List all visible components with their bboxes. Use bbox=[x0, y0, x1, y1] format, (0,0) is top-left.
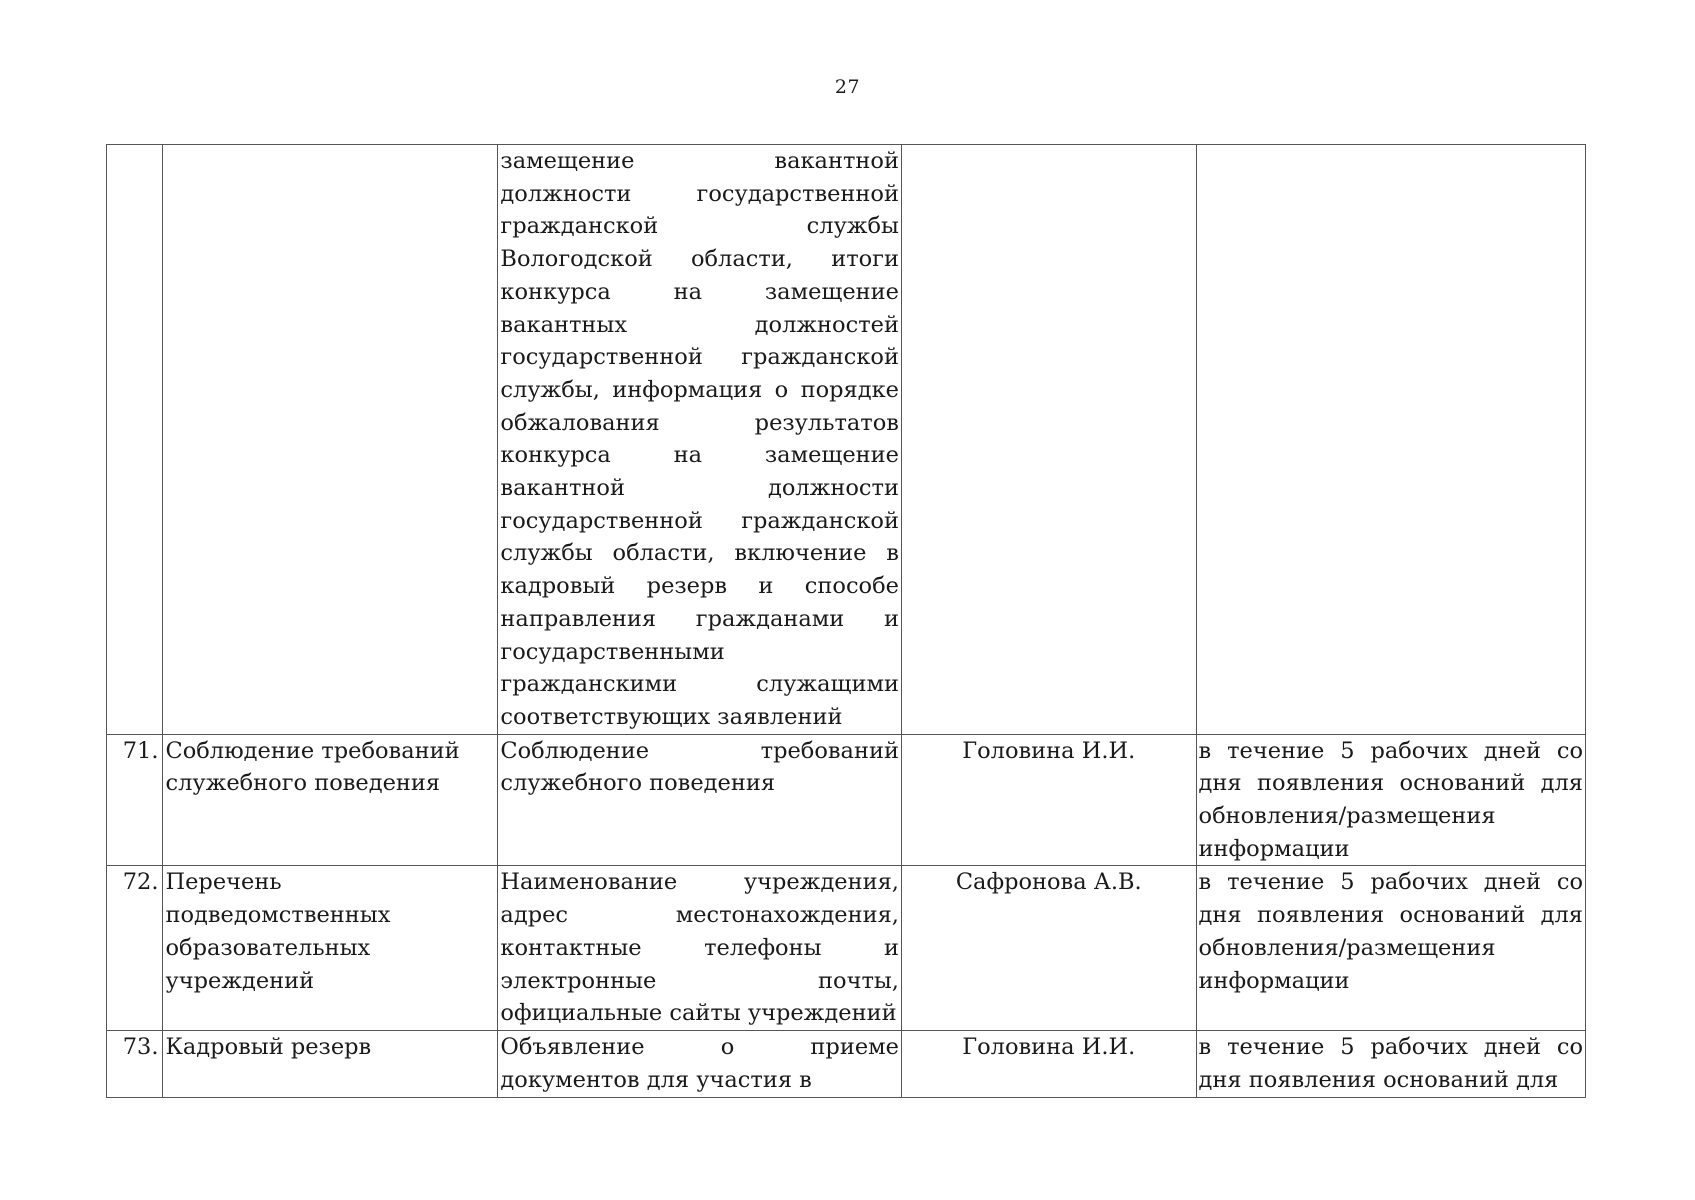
cell-number: 72. bbox=[107, 866, 163, 1031]
cell-section-name bbox=[163, 145, 498, 735]
table-row bbox=[107, 734, 1586, 866]
cell-content: Наименование учреждения, адрес местонахождения, контактные телефоны и электронные почты, официальные сайты учреждений bbox=[498, 866, 902, 1031]
cell-section-name: Перечень подведомственных образовательных учреждений bbox=[163, 866, 498, 1031]
page-number: 27 bbox=[834, 76, 861, 98]
cell-term: в течение 5 рабочих дней со дня появления оснований для bbox=[1196, 1031, 1585, 1097]
cell-content: Объявление о приеме документов для участия в bbox=[498, 1031, 902, 1097]
cell-responsible: Сафронова А.В. bbox=[901, 866, 1196, 1031]
cell-responsible bbox=[901, 145, 1196, 735]
cell-number bbox=[107, 145, 163, 735]
cell-term: в течение 5 рабочих дней со дня появления оснований для обновления/размещения информации bbox=[1196, 866, 1585, 1031]
cell-section-name: Кадровый резерв bbox=[163, 1031, 498, 1097]
cell-number: 73. bbox=[107, 1031, 163, 1097]
table-row bbox=[107, 866, 1586, 1031]
cell-term bbox=[1196, 145, 1585, 735]
cell-term: в течение 5 рабочих дней со дня появления оснований для обновления/размещения информации bbox=[1196, 734, 1585, 866]
cell-section-name: Соблюдение требований служебного поведения bbox=[163, 734, 498, 866]
cell-content: Соблюдение требований служебного поведения bbox=[498, 734, 902, 866]
cell-content: замещение вакантной должности государственной гражданской службы Вологодской области, итоги конкурса на замещение вакантных должностей государственной гражданской службы, информация о порядке обжалования результатов конкурса на замещение вакантной должности государственной гражданской службы области, включение в кадровый резерв и способе направления гражданами и государственными гражданскими служащими соответствующих заявлений bbox=[498, 145, 902, 735]
cell-responsible: Головина И.И. bbox=[901, 1031, 1196, 1097]
cell-responsible: Головина И.И. bbox=[901, 734, 1196, 866]
cell-number: 71. bbox=[107, 734, 163, 866]
table-row bbox=[107, 1031, 1586, 1097]
document-table bbox=[106, 144, 1586, 1098]
table-row-continuation bbox=[107, 145, 1586, 735]
